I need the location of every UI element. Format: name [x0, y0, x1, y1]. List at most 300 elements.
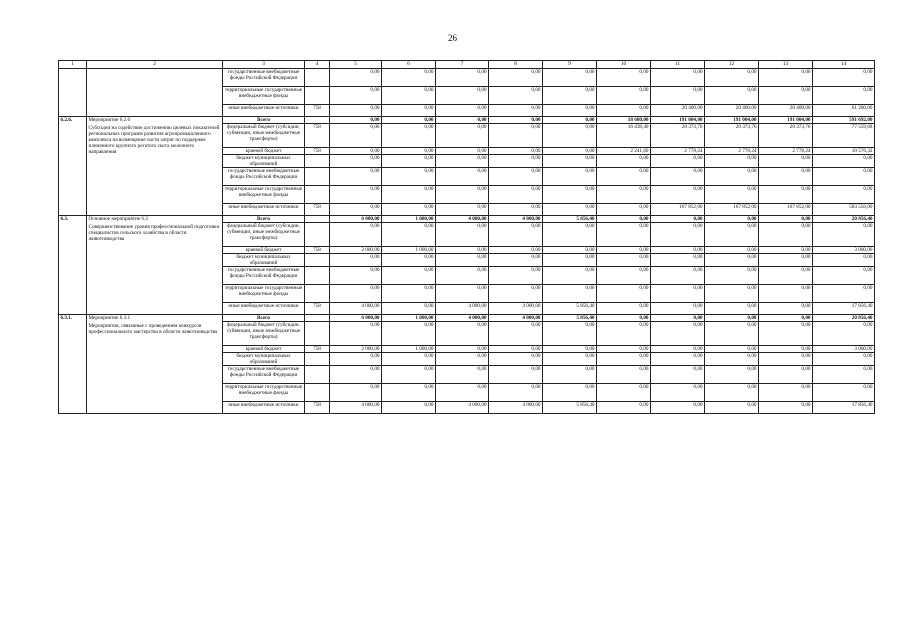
amount-cell: 0,00: [651, 353, 705, 366]
amount-cell: 0,00: [330, 148, 382, 155]
funding-source: Всего: [223, 117, 305, 124]
amount-cell: 0,00: [651, 402, 705, 414]
amount-cell: 167 852,00: [651, 204, 705, 216]
amount-cell: 0,00: [759, 155, 813, 168]
column-header-12: 12: [705, 61, 759, 69]
amount-cell: 0,00: [597, 186, 651, 204]
budget-code: [305, 117, 330, 124]
amount-cell: 0,00: [330, 322, 382, 346]
funding-source: иные внебюджетные источники: [223, 105, 305, 117]
amount-cell: 0,00: [330, 254, 382, 267]
amount-cell: 0,00: [597, 267, 651, 285]
amount-cell: 0,00: [705, 384, 759, 402]
funding-source: государственные внебюджетные фонды Российской Федерации: [223, 168, 305, 186]
amount-cell: 0,00: [705, 315, 759, 322]
amount-cell: 4 000,00: [330, 303, 382, 315]
amount-cell: 0,00: [330, 223, 382, 247]
amount-cell: 0,00: [813, 168, 875, 186]
amount-cell: 0,00: [382, 366, 436, 384]
amount-cell: 0,00: [382, 353, 436, 366]
amount-cell: 0,00: [543, 254, 597, 267]
amount-cell: 0,00: [813, 353, 875, 366]
funding-source: краевой бюджет: [223, 247, 305, 254]
funding-source: Всего: [223, 315, 305, 322]
item-description: Субсидии на содействие достижению целевых показателей региональных программ развития агропромышленного комплекса на возмещение части затрат по поддержке племенного крупного рогатого скота молочного направления: [88, 125, 220, 155]
funding-source: государственные внебюджетные фонды Российской Федерации: [223, 69, 305, 87]
amount-cell: 0,00: [813, 267, 875, 285]
funding-source: федеральный бюджет (субсидии, субвенции, иные межбюджетные трансферты): [223, 124, 305, 148]
amount-cell: 0,00: [759, 216, 813, 223]
amount-cell: 0,00: [813, 87, 875, 105]
amount-cell: 2 000,00: [330, 247, 382, 254]
budget-code: [305, 216, 330, 223]
amount-cell: 0,00: [651, 285, 705, 303]
column-header-1: 1: [59, 61, 87, 69]
amount-cell: 0,00: [597, 168, 651, 186]
budget-code: [305, 366, 330, 384]
amount-cell: 4 000,00: [436, 303, 489, 315]
amount-cell: 0,00: [759, 223, 813, 247]
amount-cell: 0,00: [489, 322, 543, 346]
amount-cell: 0,00: [330, 117, 382, 124]
amount-cell: 0,00: [759, 366, 813, 384]
amount-cell: 0,00: [651, 303, 705, 315]
amount-cell: 0,00: [597, 254, 651, 267]
budget-code: [305, 285, 330, 303]
page-number: 26: [448, 33, 457, 43]
amount-cell: 2 778,24: [651, 148, 705, 155]
amount-cell: 0,00: [651, 322, 705, 346]
funding-source: краевой бюджет: [223, 148, 305, 155]
amount-cell: 0,00: [651, 168, 705, 186]
amount-cell: 0,00: [543, 105, 597, 117]
amount-cell: 0,00: [705, 267, 759, 285]
amount-cell: 0,00: [597, 223, 651, 247]
amount-cell: 0,00: [813, 69, 875, 87]
funding-source: краевой бюджет: [223, 346, 305, 353]
item-title: Основное мероприятие 6.3: [88, 216, 148, 222]
amount-cell: 20 856,40: [813, 315, 875, 322]
amount-cell: 10 576,32: [813, 148, 875, 155]
amount-cell: 191 004,00: [705, 117, 759, 124]
amount-cell: 0,00: [543, 322, 597, 346]
amount-cell: 0,00: [489, 155, 543, 168]
budget-code: [305, 254, 330, 267]
amount-cell: 0,00: [759, 267, 813, 285]
amount-cell: 20 373,76: [651, 124, 705, 148]
amount-cell: 0,00: [330, 353, 382, 366]
amount-cell: 0,00: [705, 216, 759, 223]
amount-cell: 0,00: [597, 216, 651, 223]
amount-cell: 0,00: [436, 366, 489, 384]
amount-cell: 0,00: [330, 124, 382, 148]
amount-cell: 0,00: [382, 186, 436, 204]
amount-cell: 0,00: [543, 124, 597, 148]
amount-cell: 0,00: [330, 105, 382, 117]
amount-cell: 0,00: [651, 384, 705, 402]
amount-cell: 0,00: [813, 285, 875, 303]
budget-code: 758: [305, 148, 330, 155]
funding-source: иные внебюджетные источники: [223, 303, 305, 315]
amount-cell: 0,00: [436, 117, 489, 124]
amount-cell: 77 559,68: [813, 124, 875, 148]
amount-cell: 20 856,40: [813, 216, 875, 223]
amount-cell: 0,00: [651, 69, 705, 87]
amount-cell: 0,00: [382, 384, 436, 402]
item-title: Мероприятие 6.3.1: [88, 315, 131, 321]
funding-source: территориальные государственные внебюджетные фонды: [223, 285, 305, 303]
funding-source: федеральный бюджет (субсидии, субвенции, иные межбюджетные трансферты): [223, 223, 305, 247]
amount-cell: 0,00: [330, 87, 382, 105]
amount-cell: 0,00: [759, 285, 813, 303]
amount-cell: 4 000,00: [489, 216, 543, 223]
amount-cell: 4 000,00: [489, 303, 543, 315]
amount-cell: 0,00: [382, 267, 436, 285]
column-header-10: 10: [597, 61, 651, 69]
amount-cell: 0,00: [705, 254, 759, 267]
amount-cell: 20 400,00: [705, 105, 759, 117]
amount-cell: 1 000,00: [382, 346, 436, 353]
amount-cell: 0,00: [543, 87, 597, 105]
amount-cell: 0,00: [330, 384, 382, 402]
amount-cell: 0,00: [759, 87, 813, 105]
item-description: Мероприятия, связанные с проведением конкурсов профессионального мастерства в области животноводства: [88, 323, 218, 335]
amount-cell: 20 373,76: [759, 124, 813, 148]
table-row: [59, 216, 875, 223]
budget-code: 758: [305, 303, 330, 315]
amount-cell: 0,00: [597, 322, 651, 346]
column-header-11: 11: [651, 61, 705, 69]
amount-cell: 0,00: [436, 168, 489, 186]
budget-table: [58, 60, 875, 414]
table-body: [59, 69, 875, 414]
amount-cell: 0,00: [759, 69, 813, 87]
item-name-cell: [87, 117, 223, 216]
amount-cell: 0,00: [651, 155, 705, 168]
amount-cell: 0,00: [597, 353, 651, 366]
amount-cell: 4 000,00: [489, 315, 543, 322]
budget-code: 758: [305, 346, 330, 353]
amount-cell: 0,00: [436, 346, 489, 353]
item-name-cell: [87, 216, 223, 315]
amount-cell: 0,00: [436, 87, 489, 105]
amount-cell: 0,00: [705, 223, 759, 247]
amount-cell: 0,00: [436, 204, 489, 216]
budget-code: 758: [305, 124, 330, 148]
amount-cell: 0,00: [705, 155, 759, 168]
amount-cell: 0,00: [705, 346, 759, 353]
amount-cell: 191 004,00: [759, 117, 813, 124]
amount-cell: 0,00: [436, 285, 489, 303]
amount-cell: 0,00: [382, 105, 436, 117]
amount-cell: 0,00: [382, 155, 436, 168]
item-title: Мероприятие 6.2.6: [88, 117, 131, 123]
amount-cell: 0,00: [543, 267, 597, 285]
amount-cell: 0,00: [651, 267, 705, 285]
amount-cell: 2 778,24: [705, 148, 759, 155]
amount-cell: 0,00: [436, 69, 489, 87]
amount-cell: 0,00: [330, 186, 382, 204]
budget-code: [305, 384, 330, 402]
amount-cell: 4 000,00: [436, 315, 489, 322]
column-header-3: 3: [223, 61, 305, 69]
column-header-6: 6: [382, 61, 436, 69]
amount-cell: 0,00: [597, 303, 651, 315]
amount-cell: 0,00: [489, 366, 543, 384]
amount-cell: 0,00: [651, 216, 705, 223]
amount-cell: 2 000,00: [330, 346, 382, 353]
amount-cell: 1 000,00: [382, 247, 436, 254]
amount-cell: 0,00: [651, 254, 705, 267]
amount-cell: 0,00: [436, 353, 489, 366]
amount-cell: 0,00: [489, 384, 543, 402]
amount-cell: 0,00: [489, 247, 543, 254]
amount-cell: 61 200,00: [813, 105, 875, 117]
amount-cell: 0,00: [543, 285, 597, 303]
column-header-5: 5: [330, 61, 382, 69]
amount-cell: 0,00: [436, 155, 489, 168]
amount-cell: 0,00: [597, 69, 651, 87]
amount-cell: 0,00: [705, 322, 759, 346]
amount-cell: 0,00: [651, 366, 705, 384]
amount-cell: 0,00: [759, 353, 813, 366]
amount-cell: 0,00: [597, 384, 651, 402]
amount-cell: 0,00: [759, 384, 813, 402]
amount-cell: 0,00: [382, 303, 436, 315]
amount-cell: 0,00: [436, 254, 489, 267]
amount-cell: 0,00: [651, 87, 705, 105]
amount-cell: 0,00: [382, 148, 436, 155]
amount-cell: 0,00: [330, 69, 382, 87]
amount-cell: 3 000,00: [813, 247, 875, 254]
column-header-13: 13: [759, 61, 813, 69]
amount-cell: 0,00: [543, 247, 597, 254]
budget-code: 758: [305, 105, 330, 117]
amount-cell: 0,00: [651, 315, 705, 322]
amount-cell: 0,00: [330, 168, 382, 186]
amount-cell: 3 000,00: [813, 346, 875, 353]
amount-cell: 5 856,40: [543, 402, 597, 414]
amount-cell: 0,00: [543, 366, 597, 384]
amount-cell: 0,00: [436, 247, 489, 254]
amount-cell: 0,00: [436, 322, 489, 346]
amount-cell: 0,00: [543, 148, 597, 155]
amount-cell: 0,00: [436, 124, 489, 148]
amount-cell: 0,00: [436, 148, 489, 155]
table-row: [59, 69, 875, 87]
amount-cell: 0,00: [705, 168, 759, 186]
amount-cell: 0,00: [489, 285, 543, 303]
amount-cell: 0,00: [543, 204, 597, 216]
amount-cell: 0,00: [651, 346, 705, 353]
amount-cell: 0,00: [543, 155, 597, 168]
amount-cell: 0,00: [813, 384, 875, 402]
amount-cell: 0,00: [597, 366, 651, 384]
funding-source: территориальные государственные внебюджетные фонды: [223, 384, 305, 402]
amount-cell: 0,00: [382, 285, 436, 303]
amount-cell: 503 556,00: [813, 204, 875, 216]
amount-cell: 0,00: [597, 285, 651, 303]
budget-code: [305, 69, 330, 87]
amount-cell: 0,00: [759, 168, 813, 186]
amount-cell: 4 000,00: [489, 402, 543, 414]
amount-cell: 0,00: [436, 223, 489, 247]
amount-cell: 0,00: [705, 69, 759, 87]
amount-cell: 0,00: [330, 285, 382, 303]
amount-cell: 5 856,40: [543, 315, 597, 322]
budget-code: [305, 267, 330, 285]
budget-code: 758: [305, 247, 330, 254]
amount-cell: 0,00: [759, 303, 813, 315]
amount-cell: 0,00: [382, 87, 436, 105]
amount-cell: 0,00: [597, 155, 651, 168]
amount-cell: 0,00: [489, 148, 543, 155]
amount-cell: 0,00: [651, 247, 705, 254]
amount-cell: 1 000,00: [382, 315, 436, 322]
amount-cell: 0,00: [705, 353, 759, 366]
amount-cell: 0,00: [651, 223, 705, 247]
amount-cell: 0,00: [489, 353, 543, 366]
amount-cell: 0,00: [489, 223, 543, 247]
amount-cell: 0,00: [597, 247, 651, 254]
amount-cell: 0,00: [543, 186, 597, 204]
amount-cell: 591 692,00: [813, 117, 875, 124]
budget-code: [305, 315, 330, 322]
budget-code: [305, 353, 330, 366]
item-number: 6.2.6.: [59, 117, 87, 216]
amount-cell: 0,00: [705, 247, 759, 254]
amount-cell: 5 856,40: [543, 216, 597, 223]
amount-cell: 0,00: [597, 87, 651, 105]
amount-cell: 191 004,00: [651, 117, 705, 124]
funding-source: бюджет муниципальных образований: [223, 254, 305, 267]
amount-cell: 0,00: [813, 322, 875, 346]
amount-cell: 0,00: [382, 69, 436, 87]
amount-cell: 2 778,24: [759, 148, 813, 155]
header-row: [59, 61, 875, 69]
amount-cell: 0,00: [382, 322, 436, 346]
amount-cell: 0,00: [382, 223, 436, 247]
budget-code: [305, 168, 330, 186]
amount-cell: 6 000,00: [330, 315, 382, 322]
amount-cell: 20 373,76: [705, 124, 759, 148]
funding-source: бюджет муниципальных образований: [223, 155, 305, 168]
amount-cell: 4 000,00: [330, 402, 382, 414]
table-row: [59, 315, 875, 322]
amount-cell: 0,00: [382, 204, 436, 216]
amount-cell: 0,00: [489, 87, 543, 105]
amount-cell: 0,00: [543, 384, 597, 402]
amount-cell: 16 438,40: [597, 124, 651, 148]
amount-cell: 0,00: [382, 124, 436, 148]
amount-cell: 0,00: [597, 105, 651, 117]
amount-cell: 0,00: [489, 117, 543, 124]
column-header-7: 7: [436, 61, 489, 69]
column-header-2: 2: [87, 61, 223, 69]
amount-cell: 17 856,40: [813, 402, 875, 414]
column-header-4: 4: [305, 61, 330, 69]
amount-cell: 0,00: [597, 204, 651, 216]
funding-source: Всего: [223, 216, 305, 223]
amount-cell: 0,00: [705, 402, 759, 414]
amount-cell: 0,00: [543, 353, 597, 366]
amount-cell: 0,00: [489, 105, 543, 117]
amount-cell: 0,00: [330, 204, 382, 216]
funding-source: иные внебюджетные источники: [223, 204, 305, 216]
amount-cell: 0,00: [543, 223, 597, 247]
amount-cell: 0,00: [705, 366, 759, 384]
amount-cell: 0,00: [759, 186, 813, 204]
amount-cell: 0,00: [489, 186, 543, 204]
item-name-cell: [87, 69, 223, 117]
amount-cell: 0,00: [382, 117, 436, 124]
amount-cell: 0,00: [813, 254, 875, 267]
amount-cell: 4 000,00: [436, 216, 489, 223]
amount-cell: 0,00: [705, 186, 759, 204]
funding-source: государственные внебюджетные фонды Российской Федерации: [223, 366, 305, 384]
table-row: [59, 117, 875, 124]
amount-cell: 167 852,00: [705, 204, 759, 216]
funding-source: федеральный бюджет (субсидии, субвенции, иные межбюджетные трансферты): [223, 322, 305, 346]
amount-cell: 0,00: [489, 267, 543, 285]
amount-cell: 0,00: [543, 168, 597, 186]
amount-cell: 6 000,00: [330, 216, 382, 223]
item-number: 6.3.: [59, 216, 87, 315]
item-description: Совершенствование уровня профессиональной подготовки специалистов сельского хозяйства в области животноводства: [88, 224, 220, 242]
amount-cell: 0,00: [489, 124, 543, 148]
amount-cell: 0,00: [759, 346, 813, 353]
amount-cell: 0,00: [489, 204, 543, 216]
amount-cell: 0,00: [597, 346, 651, 353]
amount-cell: 4 000,00: [436, 402, 489, 414]
amount-cell: 0,00: [330, 155, 382, 168]
column-header-8: 8: [489, 61, 543, 69]
column-header-9: 9: [543, 61, 597, 69]
amount-cell: 17 856,40: [813, 303, 875, 315]
item-number: 6.3.1.: [59, 315, 87, 414]
amount-cell: 0,00: [759, 322, 813, 346]
amount-cell: 0,00: [489, 346, 543, 353]
amount-cell: 0,00: [489, 254, 543, 267]
amount-cell: 0,00: [813, 155, 875, 168]
item-name-cell: [87, 315, 223, 414]
amount-cell: 5 856,40: [543, 303, 597, 315]
amount-cell: 0,00: [651, 186, 705, 204]
amount-cell: 0,00: [813, 223, 875, 247]
amount-cell: 0,00: [382, 254, 436, 267]
amount-cell: 0,00: [597, 402, 651, 414]
funding-source: бюджет муниципальных образований: [223, 353, 305, 366]
amount-cell: 0,00: [813, 186, 875, 204]
budget-code: 758: [305, 204, 330, 216]
amount-cell: 0,00: [705, 303, 759, 315]
amount-cell: 20 400,00: [759, 105, 813, 117]
amount-cell: 0,00: [759, 402, 813, 414]
amount-cell: 0,00: [436, 384, 489, 402]
budget-code: [305, 186, 330, 204]
amount-cell: 0,00: [382, 168, 436, 186]
amount-cell: 0,00: [436, 186, 489, 204]
budget-code: [305, 155, 330, 168]
amount-cell: 0,00: [489, 69, 543, 87]
amount-cell: 0,00: [759, 254, 813, 267]
amount-cell: 0,00: [543, 117, 597, 124]
funding-source: территориальные государственные внебюджетные фонды: [223, 87, 305, 105]
amount-cell: 0,00: [543, 69, 597, 87]
amount-cell: 0,00: [759, 315, 813, 322]
amount-cell: 0,00: [705, 87, 759, 105]
budget-code: 758: [305, 402, 330, 414]
